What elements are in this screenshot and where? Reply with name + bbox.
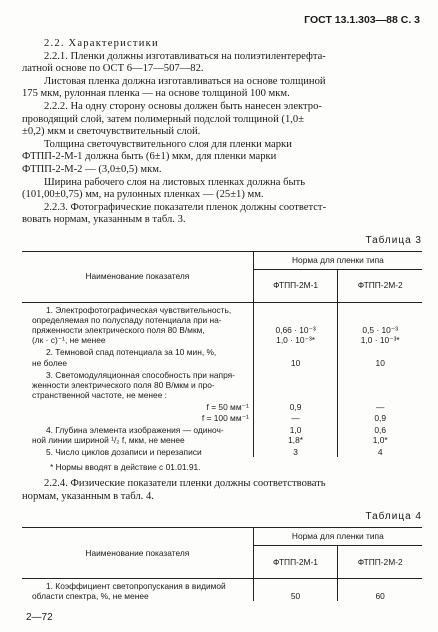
norm-value: 1,0 · 10⁻³*: [276, 335, 316, 346]
document-body: [22, 38, 422, 601]
norm-value: 0,5 · 10⁻³: [362, 324, 398, 335]
indicator-line: (лк · с)⁻¹, не менее: [32, 335, 106, 346]
table4-col-norm: Норма для пленки типа: [253, 527, 422, 545]
indicator-line: 1. Коэффициент светопропускания в видимой: [46, 580, 226, 591]
table3-col-a: ФТПП-2М-1: [253, 269, 338, 302]
table4-col-b: ФТПП-2М-2: [338, 545, 422, 578]
table3-col-b: ФТПП-2М-2: [338, 269, 422, 302]
norm-value: 0,6: [374, 424, 387, 435]
indicator-name: [22, 445, 253, 457]
table4-body: [22, 578, 422, 601]
paragraph-line: 2.2.2. На одну сторону основы должен быть нанесен электро-: [44, 100, 322, 112]
paragraph: [22, 202, 422, 227]
norm-value-a: [253, 400, 338, 422]
paragraph: [22, 101, 422, 139]
norm-value-b: [338, 345, 422, 367]
norm-value: 60: [375, 590, 385, 601]
norm-value-b: [338, 578, 422, 601]
table-row: [22, 368, 422, 401]
norm-value-a: [253, 578, 338, 601]
indicator-name: [22, 578, 253, 601]
indicator-line: странственной частоте, не менее :: [32, 390, 168, 401]
norm-value: 0,9: [289, 402, 302, 413]
indicator-line: области спектра, %, не менее: [32, 590, 149, 601]
paragraph: [22, 76, 422, 101]
indicator-line: f = 100 мм⁻¹: [201, 412, 249, 423]
norm-value-b: [338, 445, 422, 457]
table3-note: * Нормы вводят в действие с 01.01.91.: [50, 462, 201, 473]
paragraph: [22, 139, 422, 177]
paragraph-line: ±0,2) мкм и светочувствительный слой.: [22, 126, 201, 138]
norm-value: 4: [377, 447, 383, 458]
norm-value: 0,66 · 10⁻³: [275, 324, 316, 335]
table-row: [22, 345, 422, 367]
indicator-line: 1. Электрофотографическая чувствительность,: [46, 304, 232, 315]
table-row: [22, 400, 422, 422]
norm-value-b: [338, 423, 422, 445]
page-header: ГОСТ 13.1.303—88 С. 3: [304, 14, 420, 26]
paragraph-line: 2.2.4. Физические показатели пленки должны соответствовать: [44, 477, 326, 489]
paragraph-line: ФТПП-2-М-2 — (3,0±0,5) мкм.: [22, 163, 162, 175]
table3-col-name: Наименование показателя: [85, 271, 190, 282]
paragraph-line: нормам, указанным в табл. 4.: [22, 490, 154, 502]
paragraphs: [22, 51, 422, 227]
norm-value: 0,9: [374, 412, 387, 423]
table3-body: [22, 302, 422, 457]
page-footer: 2—72: [26, 612, 53, 623]
section-title: 2.2. Характеристики: [44, 38, 159, 49]
paragraph-line: ФТПП-2-М-1 должна быть (6±1) мкм, для пленки марки: [22, 151, 277, 163]
indicator-line: 4. Глубина элемента изображения — одиноч-: [46, 424, 224, 435]
paragraph-line: латной основе по ОСТ 6—17—507—82.: [22, 63, 204, 75]
indicator-line: пряженности электрического поля 80 В/мкм,: [32, 324, 205, 335]
table-row: [22, 423, 422, 445]
table-row: [22, 445, 422, 457]
indicator-line: f = 50 мм⁻¹: [206, 402, 249, 413]
indicator-line: 5. Число циклов дозаписи и перезаписи: [46, 447, 202, 458]
paragraph-line: 2.2.1. Пленки должны изготавливаться на полиэтилентерефта-: [44, 50, 326, 62]
table-4: [22, 527, 422, 601]
indicator-name: [22, 423, 253, 445]
norm-value: 1,0*: [372, 434, 388, 445]
table3-col-norm: Норма для пленки типа: [253, 251, 422, 269]
table-3: [22, 251, 422, 458]
norm-value-b: [338, 400, 422, 422]
table4-caption: Таблица 4: [365, 511, 422, 523]
table4-col-a: ФТПП-2М-1: [253, 545, 338, 578]
indicator-line: 3. Светомодуляционная способность при напря-: [46, 369, 235, 380]
indicator-line: женности электрического поля 80 В/мкм и про-: [32, 379, 215, 390]
table-row: [22, 302, 422, 345]
norm-value: —: [291, 412, 300, 423]
paragraph-line: Толщина светочувствительного слоя для пленки марки: [44, 138, 292, 150]
indicator-line: определяемая по полуспаду потенциала при на-: [32, 314, 222, 325]
paragraph: [22, 177, 422, 202]
norm-value: 1,0: [289, 424, 302, 435]
paragraph-line: Листовая пленка должна изготавливаться на основе толщиной: [44, 75, 326, 87]
norm-value-a: [253, 445, 338, 457]
norm-value: 10: [375, 357, 385, 368]
paragraph-line: вовать нормам, указанным в табл. 3.: [22, 214, 186, 226]
norm-value-a: [253, 423, 338, 445]
norm-value: 10: [290, 357, 301, 368]
table3-caption: Таблица 3: [365, 234, 422, 246]
norm-value-a: [253, 345, 338, 367]
paragraph-line: Ширина рабочего слоя на листовых пленках должна быть: [44, 176, 306, 188]
table4-col-name: Наименование показателя: [85, 547, 190, 558]
paragraph-line: 175 мкм, рулонная пленка — на основе толщиной 100 мкм.: [22, 88, 290, 100]
paragraph-2-2-4: [22, 478, 422, 503]
norm-value-b: [338, 302, 422, 345]
indicator-line: 2. Темновой спад потенциала за 10 мин, %,: [46, 347, 217, 358]
norm-value: 1,0 · 10⁻³*: [360, 335, 400, 346]
table-row: [22, 578, 422, 601]
indicator-name: [22, 302, 253, 345]
paragraph-line: (101,00±0,75) мм, на рулонных пленках — (25±1) мм.: [22, 189, 264, 201]
indicator-line: не более: [32, 357, 68, 368]
indicator-name: [22, 368, 253, 401]
norm-value: —: [376, 402, 385, 413]
norm-value-b: [338, 368, 422, 401]
norm-value-a: [253, 302, 338, 345]
indicator-name: [22, 345, 253, 367]
indicator-name: [22, 400, 253, 422]
norm-value: 50: [290, 590, 301, 601]
norm-value: 1,8*: [288, 434, 304, 445]
norm-value-a: [253, 368, 338, 401]
indicator-line: ной линии шириной ¹/₂ f, мкм, не менее: [32, 434, 185, 445]
paragraph-line: 2.2.3. Фотографические показатели пленок должны соответст-: [44, 201, 327, 213]
paragraph-line: проводящий слой, затем полимерный подслой толщиной (1,0±: [22, 113, 305, 125]
norm-value: 3: [293, 447, 298, 458]
paragraph: [22, 51, 422, 76]
